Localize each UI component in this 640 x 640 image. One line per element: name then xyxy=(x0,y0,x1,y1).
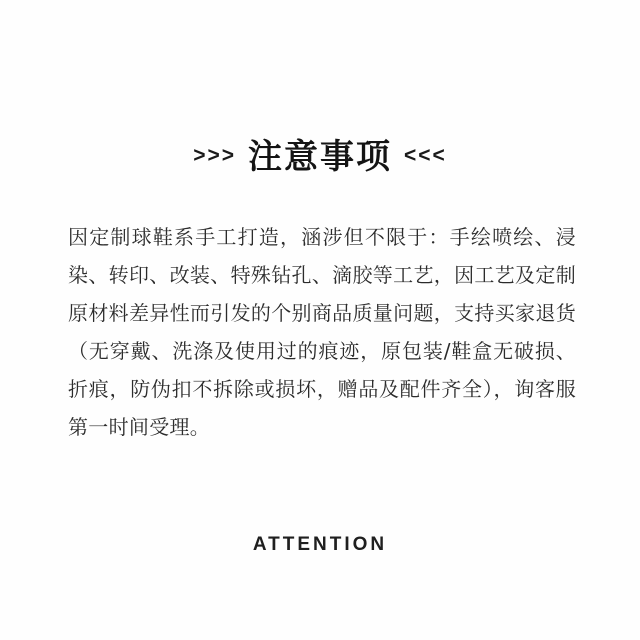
notice-body-paragraph: 因定制球鞋系手工打造，涵涉但不限于：手绘喷绘、浸染、转印、改装、特殊钻孔、滴胶等工艺，因工艺及定制原材料差异性而引发的个别商品质量问题，支持买家退货（无穿戴、洗涤及使用过的痕迹，原包装/鞋盒无破损、折痕，防伪扣不拆除或损坏，赠品及配件齐全），询客服第一时间受理。 xyxy=(68,225,576,439)
left-chevron-marker-icon: >>> xyxy=(193,143,236,167)
right-chevron-marker-icon: <<< xyxy=(404,143,447,167)
footer-label: ATTENTION xyxy=(252,534,388,555)
page-title-row xyxy=(0,137,640,177)
page-title: 注意事项 xyxy=(248,137,392,177)
